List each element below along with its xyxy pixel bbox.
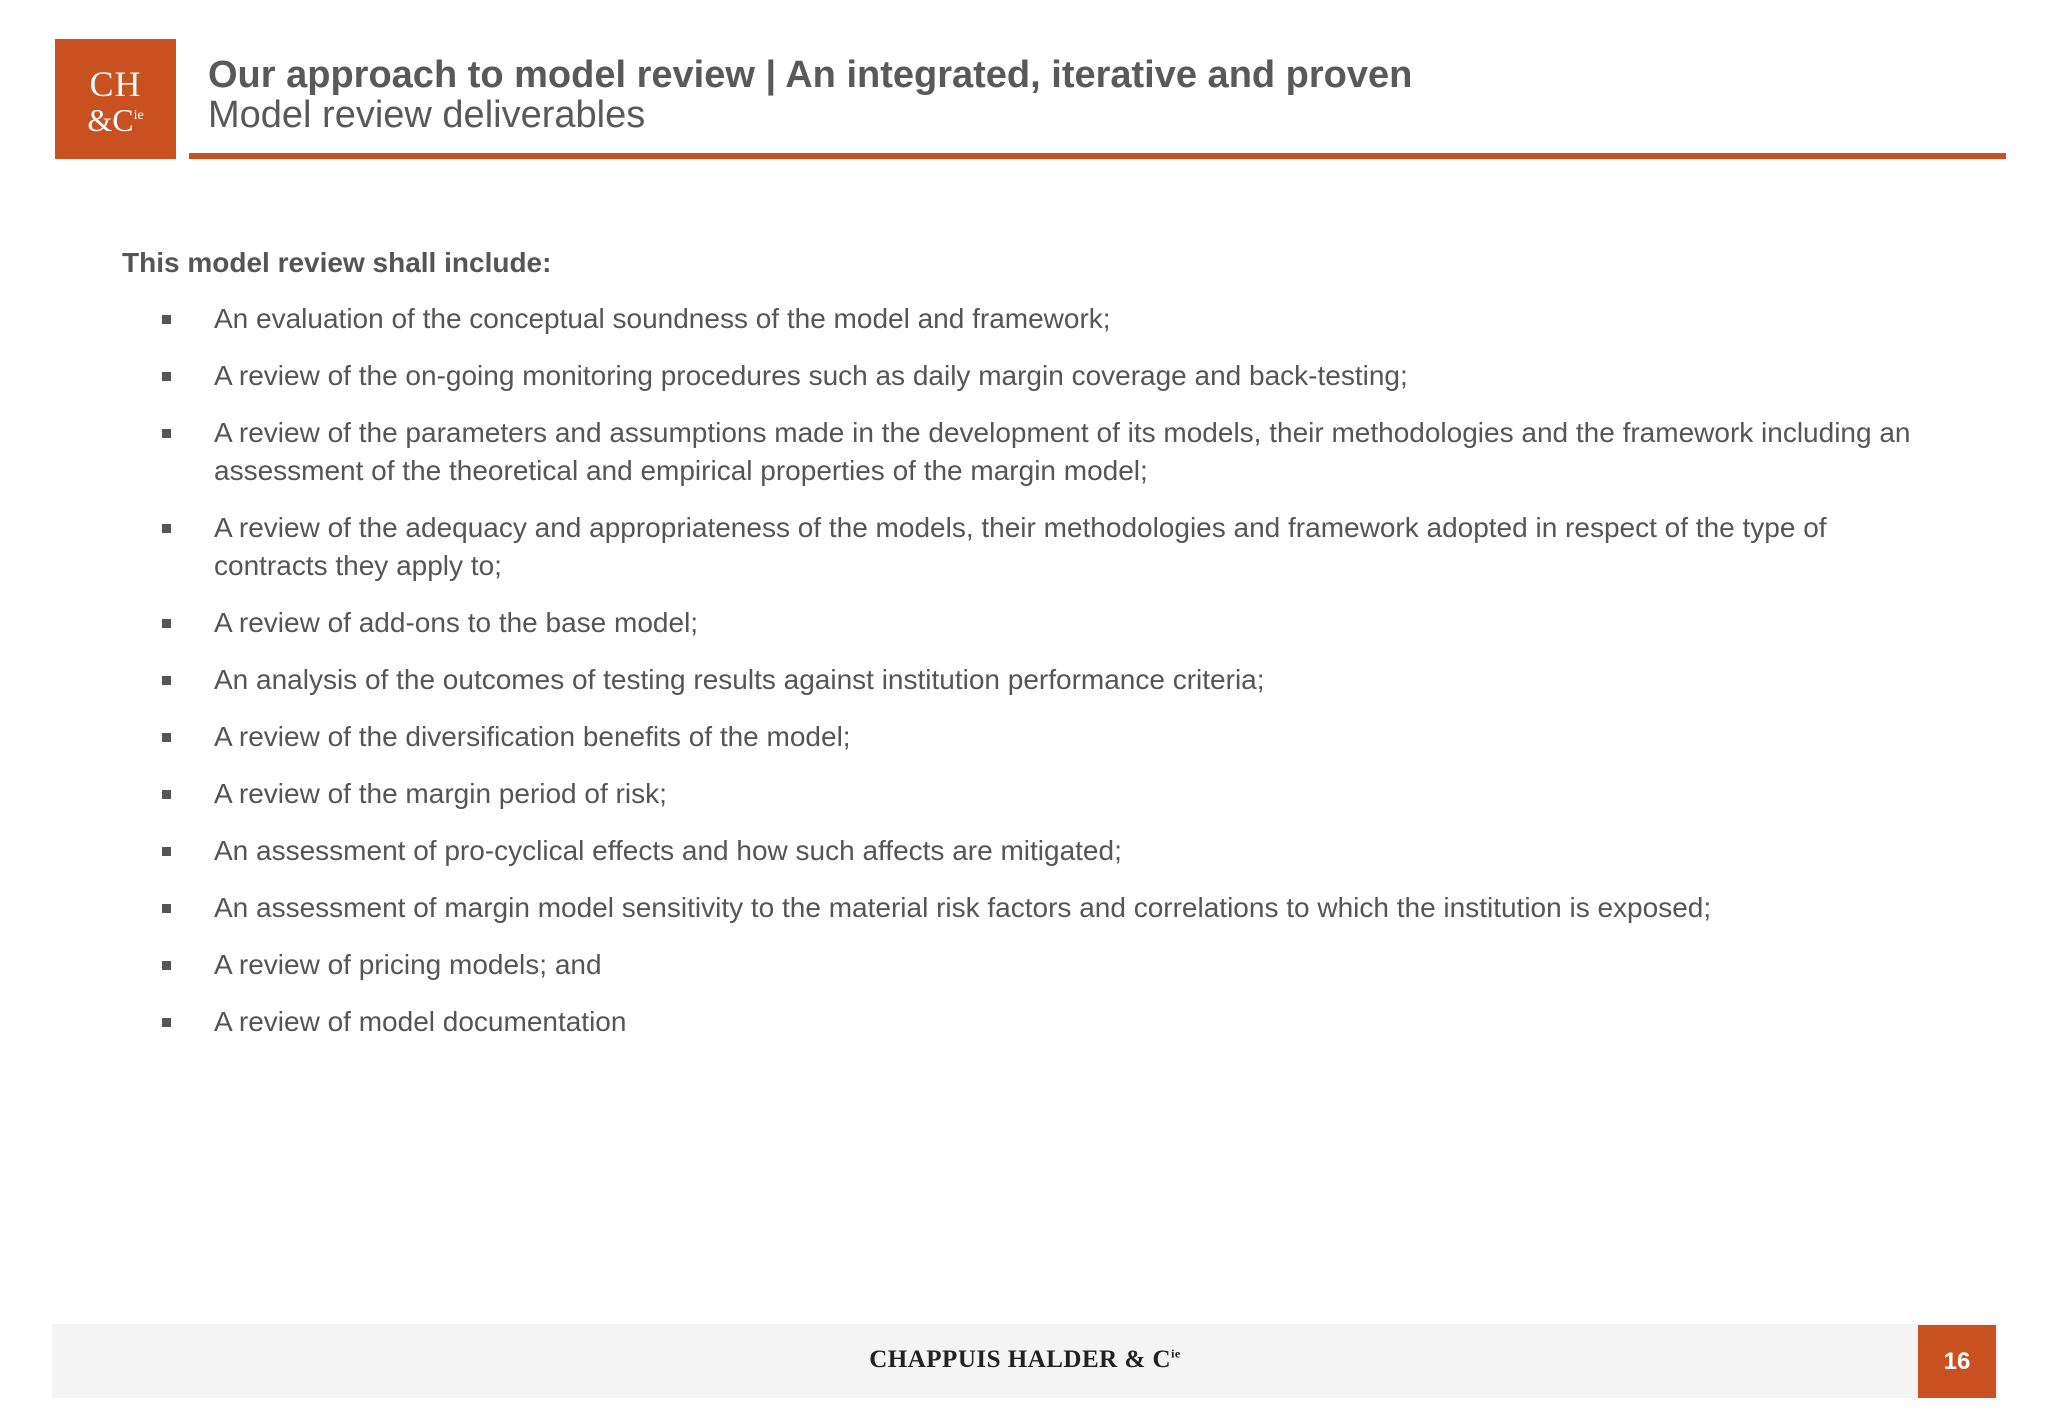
list-item	[214, 1003, 1934, 1041]
square-bullet-icon	[162, 315, 171, 324]
list-item	[214, 414, 1934, 490]
list-item	[214, 300, 1934, 338]
square-bullet-icon	[162, 372, 171, 381]
list-item-text: An assessment of margin model sensitivity to the material risk factors and correlations to which the institution is exposed;	[214, 892, 1712, 923]
logo-line-1: CH	[89, 64, 142, 104]
logo-line-2	[55, 101, 176, 138]
list-item-text: An analysis of the outcomes of testing results against institution performance criteria;	[214, 664, 1265, 695]
list-item	[214, 509, 1934, 585]
list-item	[214, 775, 1934, 813]
list-item-text: A review of the on-going monitoring procedures such as daily margin coverage and back-testing;	[214, 360, 1408, 391]
square-bullet-icon	[162, 429, 171, 438]
list-item	[214, 604, 1934, 642]
footer-brand-text: CHAPPUIS HALDER & C	[869, 1346, 1172, 1373]
list-item-text: An assessment of pro-cyclical effects and how such affects are mitigated;	[214, 835, 1122, 866]
deliverables-list	[214, 300, 1934, 1060]
header-divider	[189, 153, 2006, 159]
list-item-text: A review of the margin period of risk;	[214, 778, 667, 809]
square-bullet-icon	[162, 619, 171, 628]
square-bullet-icon	[162, 524, 171, 533]
logo-line-2-sup: ie	[133, 108, 144, 123]
square-bullet-icon	[162, 733, 171, 742]
company-logo	[55, 39, 176, 159]
list-item-text: An evaluation of the conceptual soundness of the model and framework;	[214, 303, 1111, 334]
intro-heading: This model review shall include:	[122, 247, 552, 278]
page-number: 16	[1918, 1325, 1996, 1398]
list-item	[214, 661, 1934, 699]
square-bullet-icon	[162, 847, 171, 856]
list-item-text: A review of the parameters and assumptions made in the development of its models, their methodologies and the framework including an assessment of the theoretical and empirical properties of the margin model;	[214, 417, 1911, 486]
square-bullet-icon	[162, 676, 171, 685]
list-item-text: A review of the adequacy and appropriateness of the models, their methodologies and framework adopted in respect of the type of contracts they apply to;	[214, 512, 1827, 581]
list-item-text: A review of the diversification benefits of the model;	[214, 721, 851, 752]
page-subtitle: Model review deliverables	[208, 94, 646, 136]
list-item-text: A review of model documentation	[214, 1006, 627, 1037]
square-bullet-icon	[162, 961, 171, 970]
footer-brand-sup: ie	[1171, 1346, 1181, 1361]
list-item	[214, 832, 1934, 870]
page-title: Our approach to model review | An integrated, iterative and proven	[208, 54, 1413, 96]
list-item	[214, 357, 1934, 395]
list-item	[214, 718, 1934, 756]
square-bullet-icon	[162, 790, 171, 799]
list-item-text: A review of pricing models; and	[214, 949, 602, 980]
list-item	[214, 946, 1934, 984]
footer-brand	[52, 1346, 1998, 1374]
square-bullet-icon	[162, 1018, 171, 1027]
square-bullet-icon	[162, 904, 171, 913]
list-item	[214, 889, 1934, 927]
logo-line-2-text: &C	[87, 102, 134, 138]
footer-bar	[52, 1324, 1998, 1398]
list-item-text: A review of add-ons to the base model;	[214, 607, 699, 638]
